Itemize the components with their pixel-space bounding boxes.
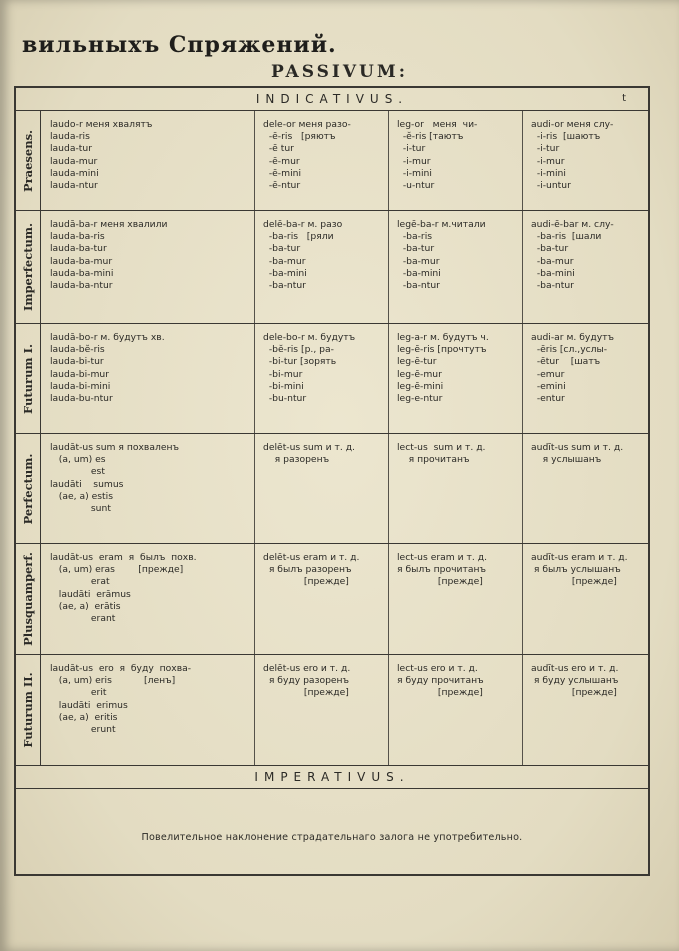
first-conjugation-cell: laudāt-us ero я буду похва- (a, um) eris [ленъ] erit laudāti erimus (ae, a) eritis erunt [50, 663, 192, 736]
third-conjugation-cell: lect-us sum и т. д. я прочитанъ [388, 434, 522, 543]
tense-label: Praesens. [16, 111, 41, 210]
third-conjugation-cell: legē-ba-r м.читали -ba-ris -ba-tur -ba-mur -ba-mini -ba-ntur [388, 211, 522, 323]
third-conjugation-cell: leg-a-r м. будутъ ч. leg-ē-ris [прочтутъ leg-ē-tur leg-ē-mur leg-ē-mini leg-e-ntur [388, 324, 522, 433]
second-conjugation-cell: delēt-us sum и т. д. я разоренъ [254, 434, 388, 543]
second-conjugation-cell: delē-ba-r м. разо -ba-ris [ряли -ba-tur -ba-mur -ba-mini -ba-ntur [254, 211, 388, 323]
fourth-conjugation-cell: audi-ar м. будутъ -ēris [сл.,услы- -ētur [шатъ -emur -emini -entur [522, 324, 648, 433]
fourth-conjugation-cell: audi-or меня слу- -i-ris [шаютъ -i-tur -i-mur -i-mini -i-untur [522, 111, 648, 210]
fourth-conjugation-cell: audi-ē-bar м. слу- -ba-ris [шали -ba-tur -ba-mur -ba-mini -ba-ntur [522, 211, 648, 323]
conjugation-table [14, 86, 650, 876]
fourth-conjugation-cell: audīt-us sum и т. д. я услышанъ [522, 434, 648, 543]
fourth-conjugation-cell: audīt-us ero и т. д. я буду услышанъ [прежде] [522, 655, 648, 765]
indicativus-band [16, 88, 648, 111]
imperativus-note: Повелительное наклонение страдательнаго залога не употребительно. [141, 832, 523, 843]
first-conjugation-cell: laudā-bo-r м. будутъ хв. lauda-bĕ-ris lauda-bi-tur lauda-bi-mur lauda-bi-mini lauda-bu-ntur [50, 332, 165, 405]
page-heading: вильныхъ Спряжений. [22, 32, 337, 58]
imperativus-label: IMPERATIVUS. [254, 770, 410, 784]
third-conjugation-cell: lect-us eram и т. д. я былъ прочитанъ [прежде] [388, 544, 522, 654]
tense-label: Perfectum. [16, 434, 41, 543]
tense-label: Futurum I. [16, 324, 41, 433]
second-conjugation-cell: dele-or меня разо- -ē-ris [ряютъ -ē tur -ē-mur -ē-mini -ē-ntur [254, 111, 388, 210]
tense-label: Futurum II. [16, 655, 41, 765]
second-conjugation-cell: delēt-us ero и т. д. я буду разоренъ [прежде] [254, 655, 388, 765]
table-row [16, 655, 648, 766]
second-conjugation-cell: dele-bo-r м. будутъ -bĕ-ris [р., ра- -bi-tur [зорять -bi-mur -bi-mini -bu-ntur [254, 324, 388, 433]
fourth-conjugation-cell: audīt-us eram и т. д. я былъ услышанъ [прежде] [522, 544, 648, 654]
first-conjugation-cell: laudāt-us eram я былъ похв. (a, um) eras [прежде] erat laudāti erāmus (ae, a) erātis erant [50, 552, 197, 625]
third-conjugation-cell: lect-us ero и т. д. я буду прочитанъ [прежде] [388, 655, 522, 765]
tense-label: Imperfectum. [16, 211, 41, 323]
band-mark: t [622, 93, 626, 104]
table-row [16, 324, 648, 434]
first-conjugation-cell: laudā-ba-r меня хвалили lauda-ba-ris lauda-ba-tur lauda-ba-mur lauda-ba-mini lauda-ba-ntur [50, 219, 168, 292]
table-row [16, 111, 648, 211]
table-row [16, 211, 648, 324]
imperativus-band [16, 766, 648, 789]
first-conjugation-cell: laudo-r меня хвалятъ lauda-ris lauda-tur lauda-mur lauda-mini lauda-ntur [50, 119, 153, 192]
tense-label: Plusquamperf. [16, 544, 41, 654]
voice-title: PASSIVUM: [271, 62, 408, 82]
first-conjugation-cell: laudāt-us sum я похваленъ (a, um) es est laudāti sumus (ae, a) estis sunt [50, 442, 179, 515]
second-conjugation-cell: delēt-us eram и т. д. я былъ разоренъ [прежде] [254, 544, 388, 654]
indicativus-label: INDICATIVUS. [255, 92, 409, 106]
table-row [16, 434, 648, 544]
table-row [16, 544, 648, 655]
third-conjugation-cell: leg-or меня чи- -ĕ-ris [таютъ -i-tur -i-mur -i-mini -u-ntur [388, 111, 522, 210]
